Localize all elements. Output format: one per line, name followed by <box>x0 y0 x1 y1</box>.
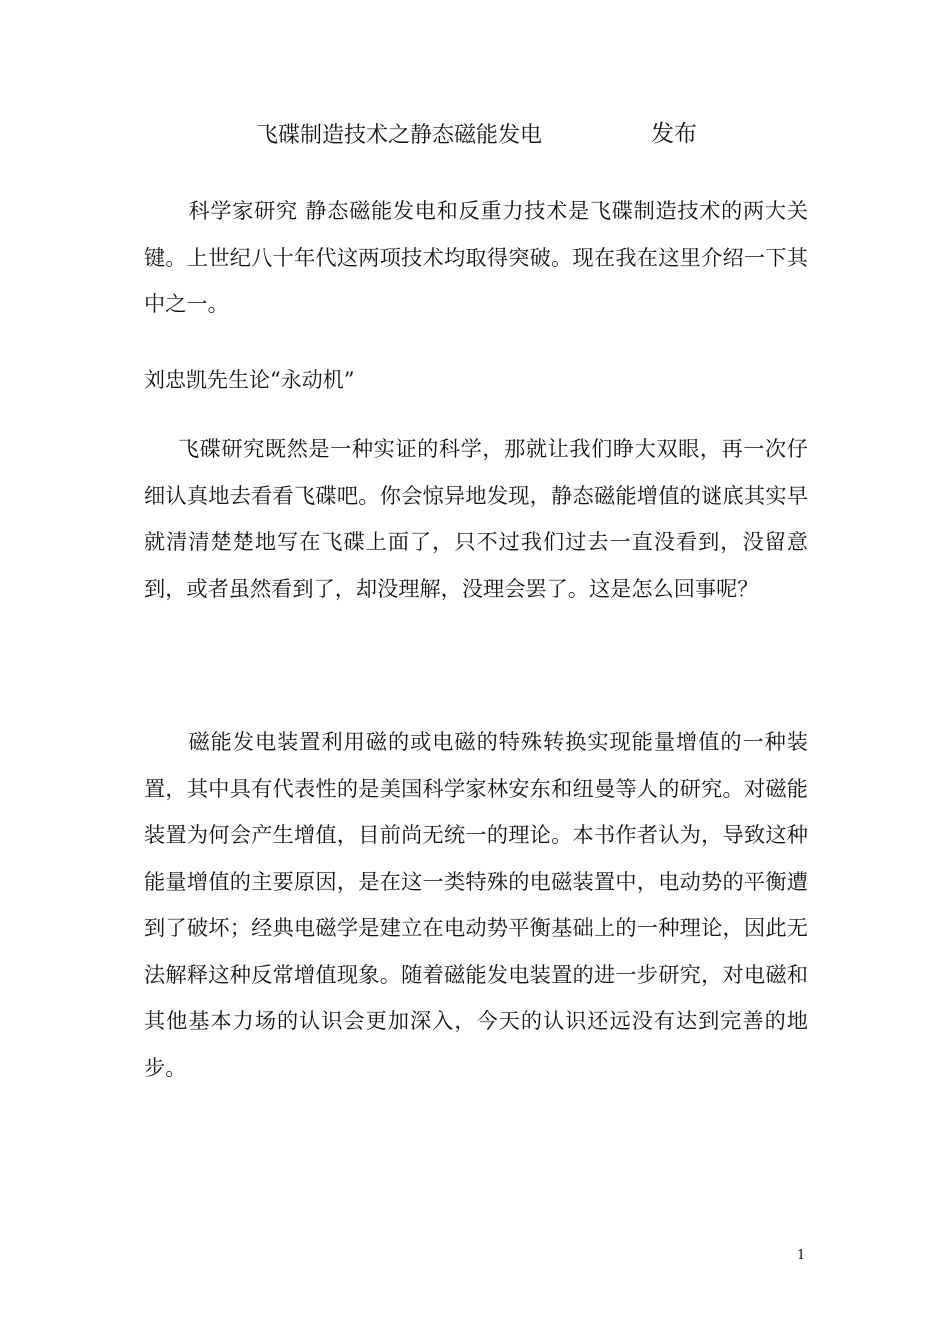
publish-label: 发布 <box>651 121 697 147</box>
page-number: 1 <box>797 1248 806 1263</box>
paragraph-magnetic-generator: 磁能发电装置利用磁的或电磁的特殊转换实现能量增值的一种装置，其中具有代表性的是美国科学家林安东和纽曼等人的研究。对磁能装置为何会产生增值，目前尚无统一的理论。本书作者认为，导致这种能量增值的主要原因，是在这一类特殊的电磁装置中，电动势的平衡遭到了破坏；经典电磁学是建立在电动势平衡基础上的一种理论，因此无法解释这种反常增值现象。随着磁能发电装置的进一步研究，对电磁和其他基本力场的认识会更加深入，今天的认识还远没有达到完善的地步。 <box>144 729 808 1080</box>
title-line <box>256 118 716 158</box>
section-heading: 刘忠凯先生论“永动机” <box>144 368 355 392</box>
document-title: 飞碟制造技术之静态磁能发电 <box>256 123 543 148</box>
paragraph-ufo-study: 飞碟研究既然是一种实证的科学，那就让我们睁大双眼，再一次仔细认真地去看看飞碟吧。你会惊异地发现，静态磁能增值的谜底其实早就清清楚楚地写在飞碟上面了，只不过我们过去一直没看到，没留意到，或者虽然看到了，却没理解，没理会罢了。这是怎么回事呢？ <box>144 436 808 601</box>
intro-paragraph: 科学家研究 静态磁能发电和反重力技术是飞碟制造技术的两大关键。上世纪八十年代这两项技术均取得突破。现在我在这里介绍一下其中之一。 <box>144 198 808 316</box>
